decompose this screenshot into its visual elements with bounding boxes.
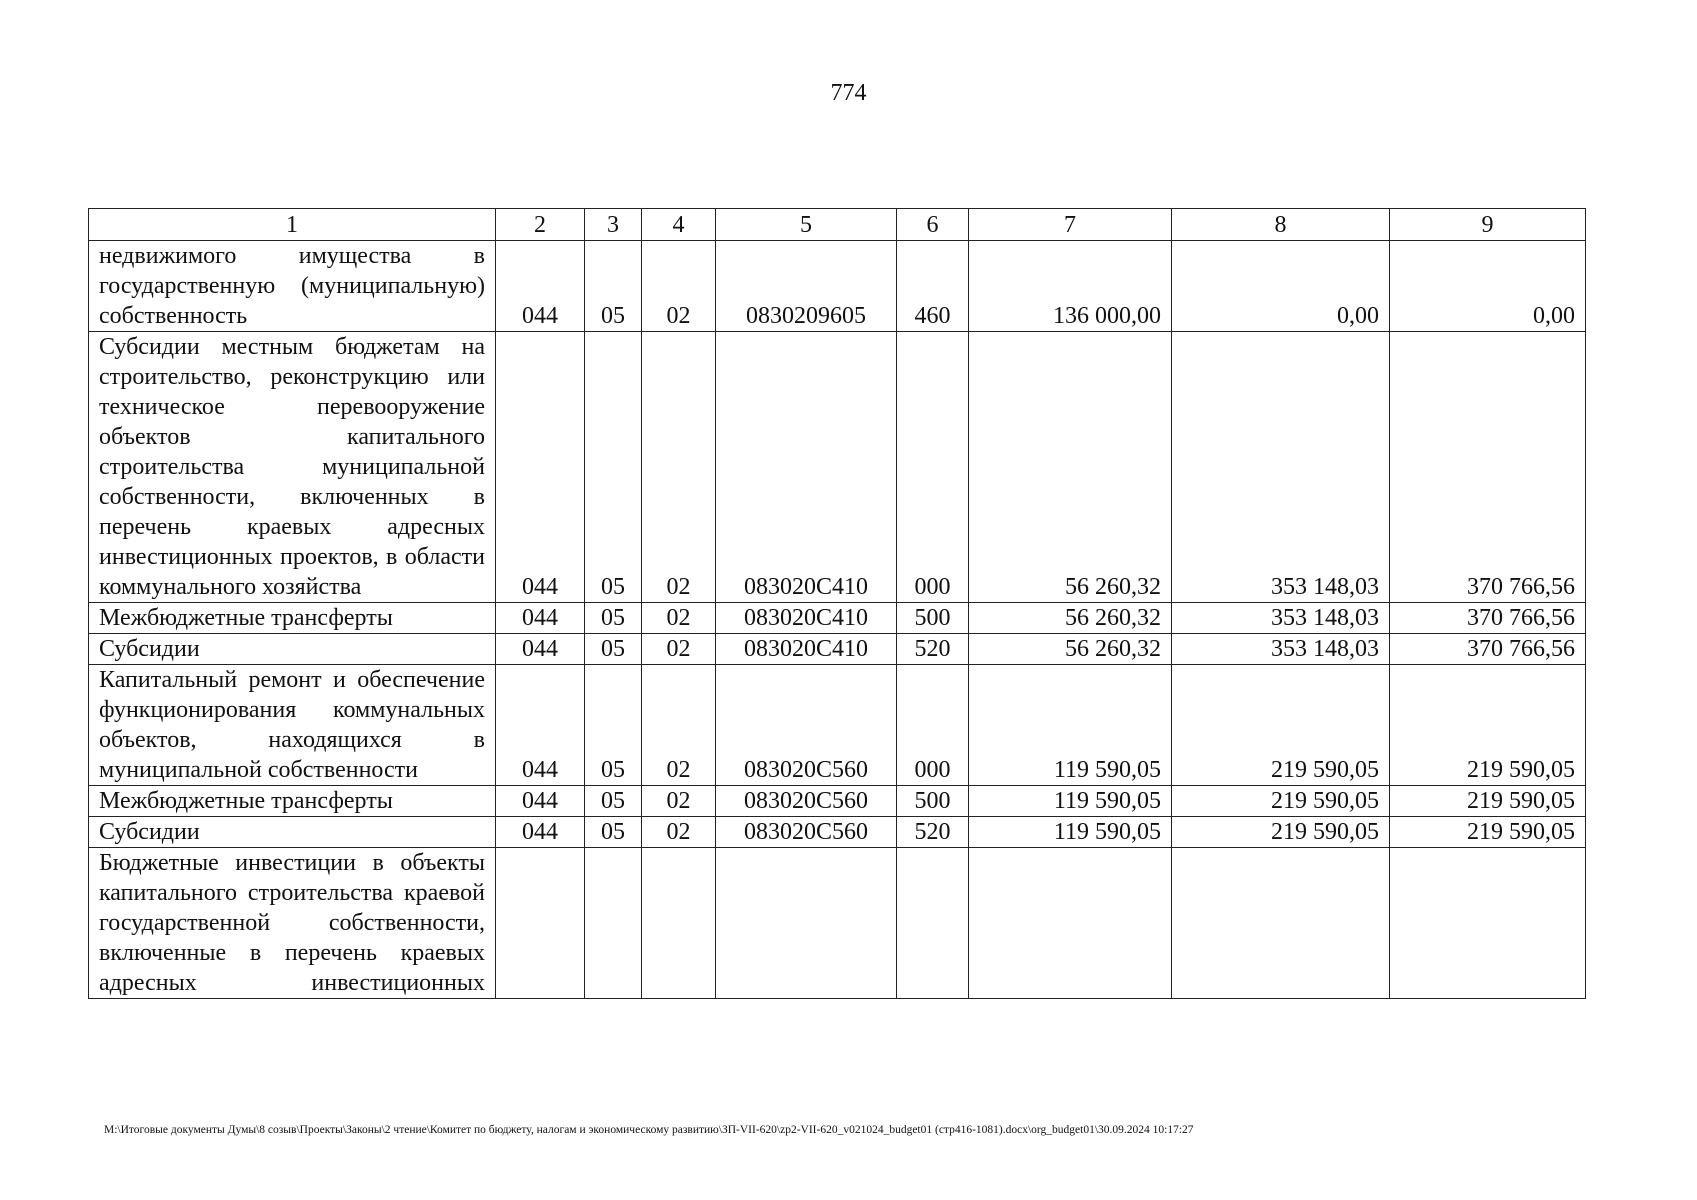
subsection-code: 02 (642, 603, 716, 634)
column-header-3: 3 (585, 209, 642, 241)
column-header-1: 1 (89, 209, 496, 241)
table-row (89, 665, 1586, 786)
ministry-code (496, 848, 585, 999)
ministry-code: 044 (496, 603, 585, 634)
ministry-code: 044 (496, 786, 585, 817)
expense-type-code: 000 (897, 332, 969, 603)
budget-table (88, 208, 1586, 999)
section-code: 05 (585, 332, 642, 603)
table-row (89, 603, 1586, 634)
amount-col-9: 219 590,05 (1390, 786, 1586, 817)
amount-col-7: 119 590,05 (969, 665, 1172, 786)
amount-col-7: 56 260,32 (969, 603, 1172, 634)
subsection-code: 02 (642, 786, 716, 817)
amount-col-8: 353 148,03 (1172, 603, 1390, 634)
file-path-footer: M:\Итоговые документы Думы\8 созыв\Проекты\Законы\2 чтение\Комитет по бюджету, налогам и экономическому развитию\ЗП-VII-620\zp2-VII-620_v021024_budget01 (стр416-1081).docx\org_budget01\30.09.2024 10:17:27 (104, 1124, 1194, 1136)
subsection-code: 02 (642, 665, 716, 786)
table-row (89, 634, 1586, 665)
ministry-code: 044 (496, 665, 585, 786)
expense-type-code: 500 (897, 786, 969, 817)
expense-type-code: 520 (897, 634, 969, 665)
amount-col-9: 219 590,05 (1390, 817, 1586, 848)
section-code: 05 (585, 603, 642, 634)
subsection-code: 02 (642, 817, 716, 848)
target-article-code: 083020С410 (716, 603, 897, 634)
amount-col-7: 136 000,00 (969, 241, 1172, 332)
subsection-code: 02 (642, 634, 716, 665)
section-code: 05 (585, 241, 642, 332)
amount-col-7: 56 260,32 (969, 332, 1172, 603)
section-code (585, 848, 642, 999)
amount-col-8: 353 148,03 (1172, 634, 1390, 665)
amount-col-7: 119 590,05 (969, 817, 1172, 848)
amount-col-9: 219 590,05 (1390, 665, 1586, 786)
table-row (89, 241, 1586, 332)
expense-type-code: 460 (897, 241, 969, 332)
row-description: Субсидии (89, 817, 496, 848)
amount-col-8: 219 590,05 (1172, 665, 1390, 786)
header-row (89, 209, 1586, 241)
target-article-code: 083020С410 (716, 332, 897, 603)
expense-type-code: 520 (897, 817, 969, 848)
column-header-8: 8 (1172, 209, 1390, 241)
section-code: 05 (585, 786, 642, 817)
ministry-code: 044 (496, 634, 585, 665)
section-code: 05 (585, 634, 642, 665)
amount-col-7: 56 260,32 (969, 634, 1172, 665)
row-description: Межбюджетные трансферты (89, 786, 496, 817)
row-description: Бюджетные инвестиции в объекты капитального строительства краевой государственной собственности, включенные в перечень краевых адресных инвестиционных (89, 848, 496, 999)
amount-col-7 (969, 848, 1172, 999)
amount-col-8: 0,00 (1172, 241, 1390, 332)
target-article-code: 0830209605 (716, 241, 897, 332)
row-description: Субсидии (89, 634, 496, 665)
target-article-code (716, 848, 897, 999)
table-row (89, 786, 1586, 817)
row-description: Капитальный ремонт и обеспечение функционирования коммунальных объектов, находящихся в муниципальной собственности (89, 665, 496, 786)
column-header-4: 4 (642, 209, 716, 241)
target-article-code: 083020С560 (716, 665, 897, 786)
target-article-code: 083020С410 (716, 634, 897, 665)
ministry-code: 044 (496, 332, 585, 603)
expense-type-code: 500 (897, 603, 969, 634)
amount-col-9: 0,00 (1390, 241, 1586, 332)
column-header-2: 2 (496, 209, 585, 241)
table-row (89, 848, 1586, 999)
subsection-code (642, 848, 716, 999)
row-description: недвижимого имущества в государственную (муниципальную) собственность (89, 241, 496, 332)
subsection-code: 02 (642, 332, 716, 603)
amount-col-9: 370 766,56 (1390, 634, 1586, 665)
amount-col-9: 370 766,56 (1390, 332, 1586, 603)
column-header-6: 6 (897, 209, 969, 241)
amount-col-8 (1172, 848, 1390, 999)
amount-col-9 (1390, 848, 1586, 999)
expense-type-code: 000 (897, 665, 969, 786)
page-number: 774 (830, 80, 867, 106)
table-row (89, 817, 1586, 848)
amount-col-8: 219 590,05 (1172, 786, 1390, 817)
ministry-code: 044 (496, 241, 585, 332)
amount-col-7: 119 590,05 (969, 786, 1172, 817)
target-article-code: 083020С560 (716, 786, 897, 817)
column-header-5: 5 (716, 209, 897, 241)
ministry-code: 044 (496, 817, 585, 848)
row-description: Субсидии местным бюджетам на строительство, реконструкцию или техническое перевооружение объектов капитального строительства муниципальной собственности, включенных в перечень краевых адресных инвестиционных проектов, в области коммунального хозяйства (89, 332, 496, 603)
section-code: 05 (585, 817, 642, 848)
target-article-code: 083020С560 (716, 817, 897, 848)
column-header-7: 7 (969, 209, 1172, 241)
row-description: Межбюджетные трансферты (89, 603, 496, 634)
amount-col-8: 353 148,03 (1172, 332, 1390, 603)
amount-col-9: 370 766,56 (1390, 603, 1586, 634)
table-row (89, 332, 1586, 603)
section-code: 05 (585, 665, 642, 786)
column-header-9: 9 (1390, 209, 1586, 241)
subsection-code: 02 (642, 241, 716, 332)
expense-type-code (897, 848, 969, 999)
amount-col-8: 219 590,05 (1172, 817, 1390, 848)
